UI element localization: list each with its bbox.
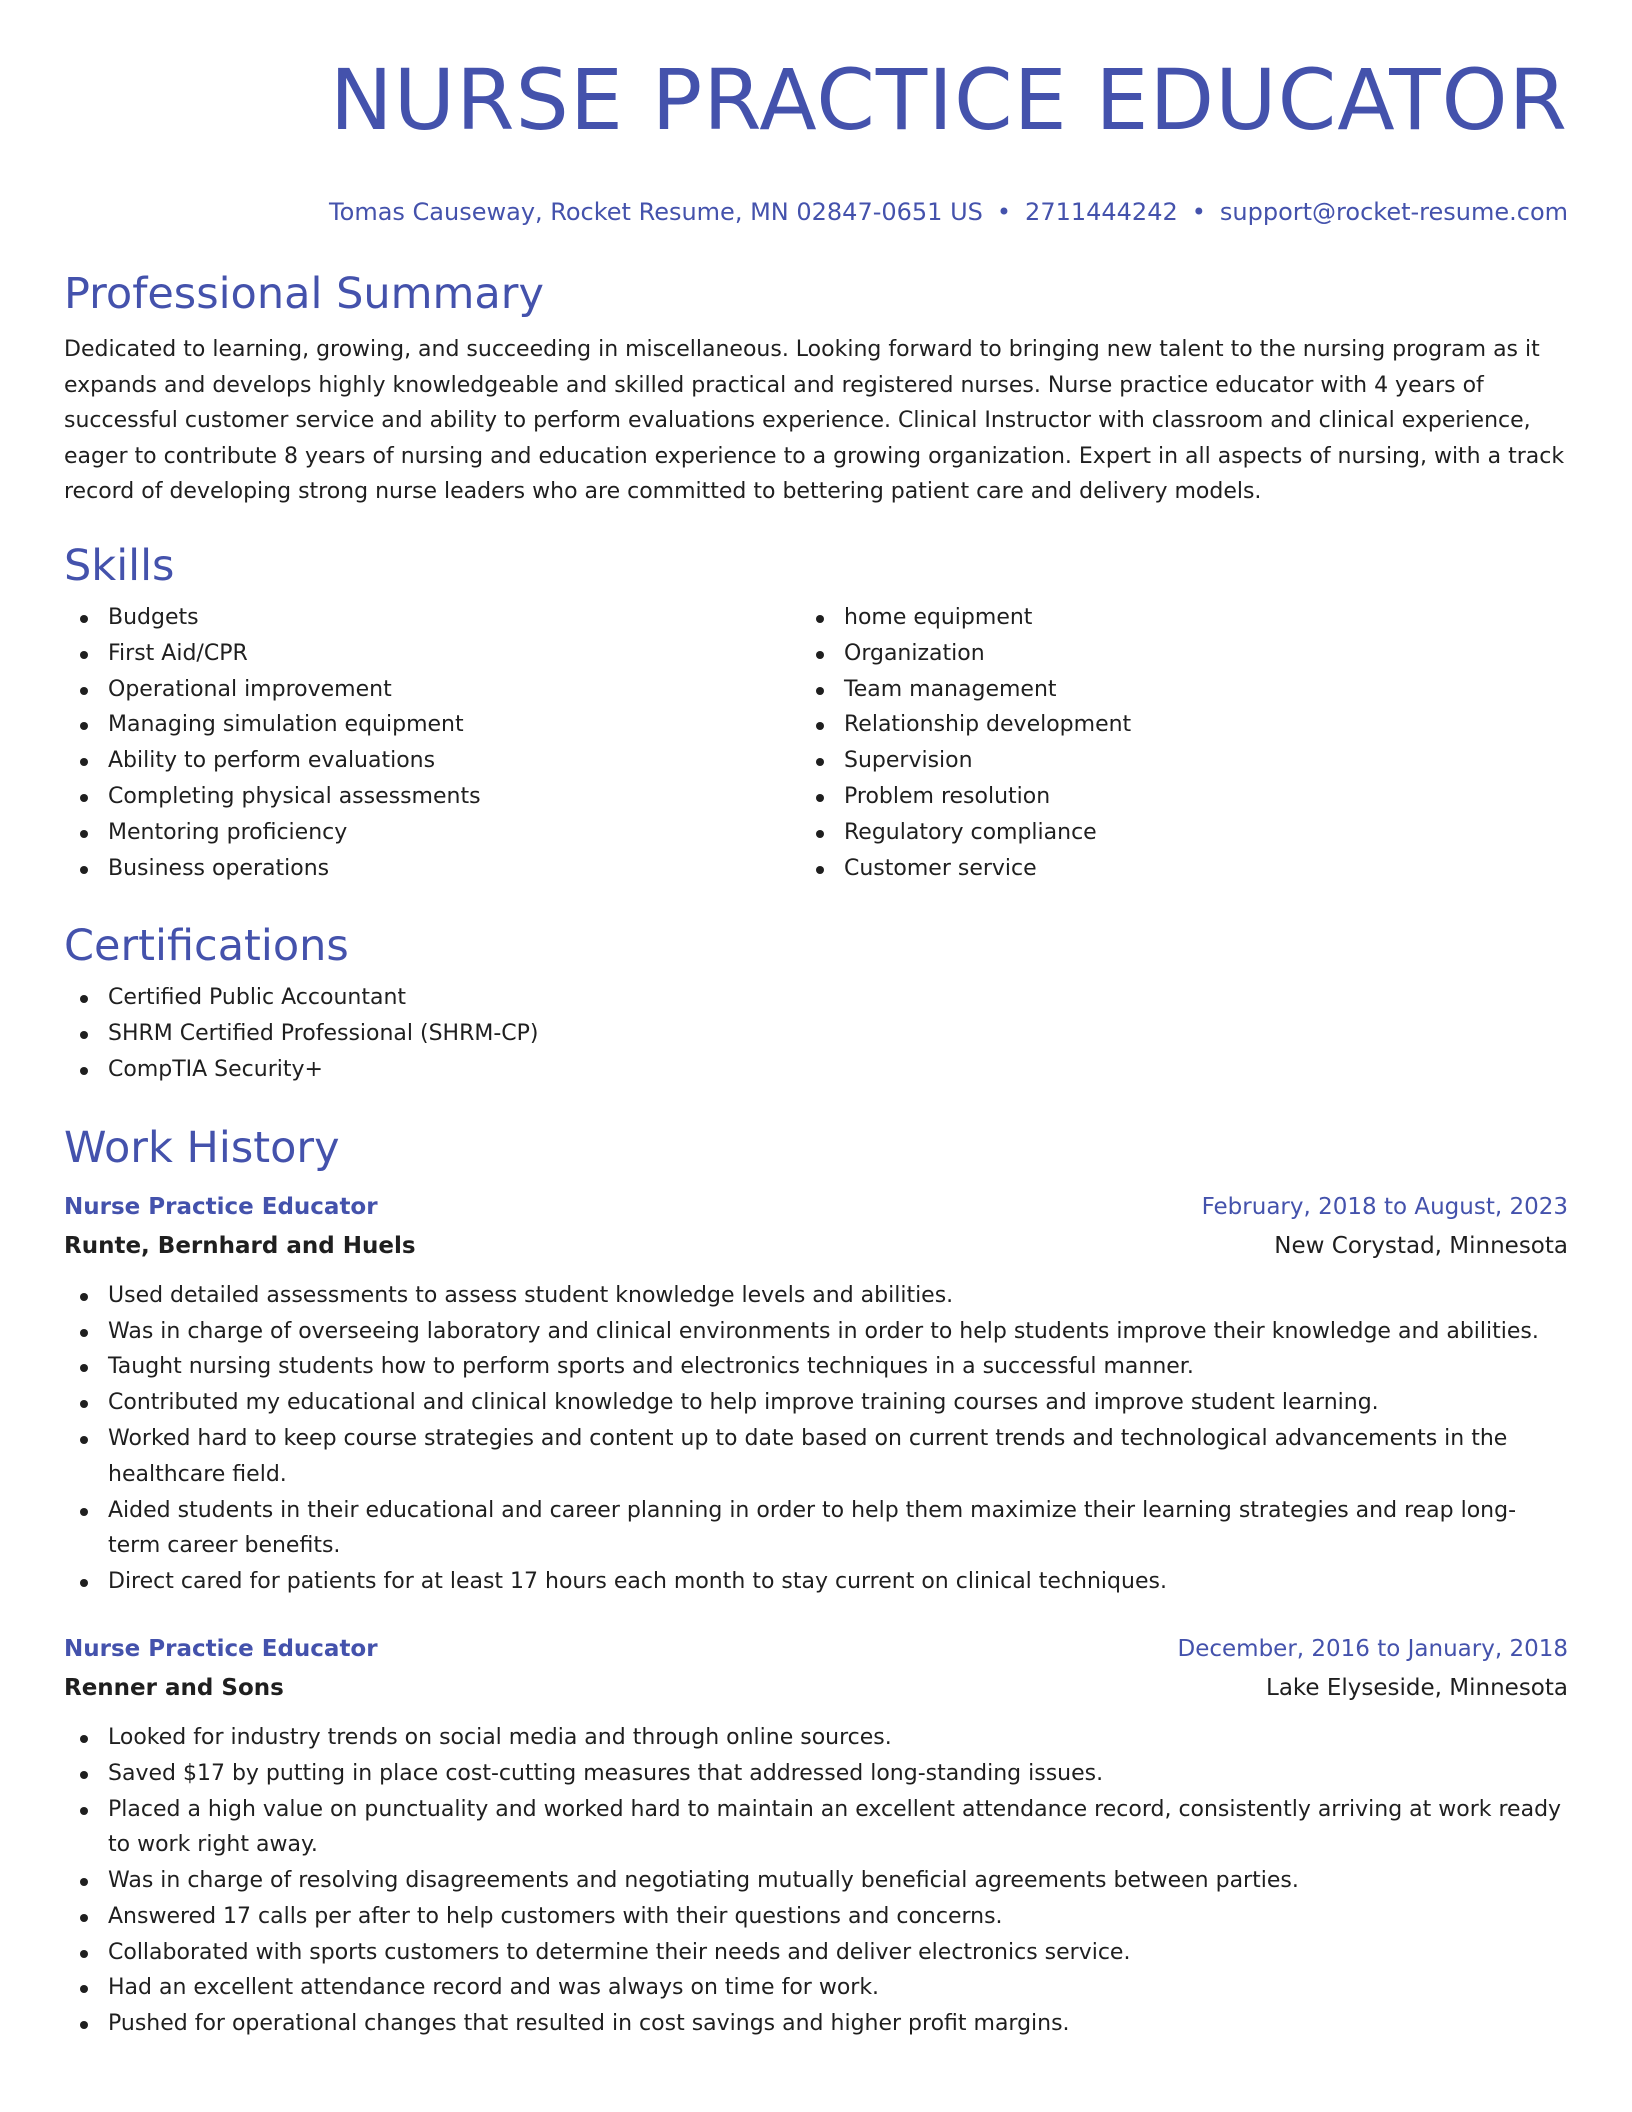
skill-item: Mentoring proficiency — [64, 815, 800, 851]
skill-item: Ability to perform evaluations — [64, 743, 800, 779]
skill-item: Problem resolution — [800, 779, 1536, 815]
skill-item: Organization — [800, 636, 1536, 672]
job-header — [64, 1630, 1568, 1668]
skills-title: Skills — [64, 540, 175, 591]
summary-text: Dedicated to learning, growing, and succeeding in miscellaneous. Looking forward to bringing new talent to the nursing program as it expands and develops highly knowledgeable and skilled practical and registered nurses. Nurse practice educator with 4 years of successful customer service and ability to perform evaluations experience. Clinical Instructor with classroom and clinical experience, eager to contribute 8 years of nursing and education experience to a growing organization. Expert in all aspects of nursing, with a track record of developing strong nurse leaders who are committed to bettering patient care and delivery models. — [64, 337, 1565, 505]
job-duties-list — [64, 1720, 1568, 2042]
job-employer — [64, 1668, 1568, 1708]
skill-item: Business operations — [64, 851, 800, 887]
job-duty-item: Was in charge of overseeing laboratory and clinical environments in order to help students improve their knowledge and abilities. — [64, 1314, 1568, 1350]
skill-item: Managing simulation equipment — [64, 707, 800, 743]
job-duty-item: Contributed my educational and clinical knowledge to help improve training courses and improve student learning. — [64, 1385, 1568, 1421]
job-duty-item: Collaborated with sports customers to determine their needs and deliver electronics service. — [64, 1935, 1568, 1971]
certification-item: Certified Public Accountant — [64, 980, 1568, 1016]
job-duty-item: Had an excellent attendance record and was always on time for work. — [64, 1970, 1568, 2006]
job-duty-item: Placed a high value on punctuality and worked hard to maintain an excellent attendance record, consistently arriving at work ready to work right away. — [64, 1792, 1568, 1864]
contact-phone: 2711444242 — [1025, 198, 1178, 226]
job-location: New Corystad, Minnesota — [1274, 1232, 1568, 1259]
summary-section — [64, 268, 1568, 510]
job-duty-item: Answered 17 calls per after to help customers with their questions and concerns. — [64, 1899, 1568, 1935]
skill-item: Team management — [800, 672, 1536, 708]
job-duty-item: Used detailed assessments to assess student knowledge levels and abilities. — [64, 1278, 1568, 1314]
job-dates: December, 2016 to January, 2018 — [1177, 1635, 1568, 1662]
skills-section — [64, 540, 1568, 886]
certification-item: SHRM Certified Professional (SHRM-CP) — [64, 1016, 1568, 1052]
resume-header — [64, 50, 1568, 228]
job-header — [64, 1188, 1568, 1226]
job-entry — [64, 1188, 1568, 1600]
job-title: Nurse Practice Educator — [64, 1635, 378, 1662]
skills-list-right — [800, 600, 1536, 886]
skill-item: Supervision — [800, 743, 1536, 779]
contact-email: support@rocket-resume.com — [1219, 198, 1568, 226]
job-entry — [64, 1630, 1568, 2042]
job-location: Lake Elyseside, Minnesota — [1266, 1674, 1568, 1701]
certifications-section — [64, 920, 1568, 1087]
job-duties-list — [64, 1278, 1568, 1600]
job-company: Runte, Bernhard and Huels — [64, 1232, 416, 1259]
job-duty-item: Was in charge of resolving disagreements and negotiating mutually beneficial agreements between parties. — [64, 1863, 1568, 1899]
work-history-title: Work History — [64, 1122, 340, 1173]
certification-item: CompTIA Security+ — [64, 1052, 1568, 1088]
job-title: Nurse Practice Educator — [64, 1193, 378, 1220]
skill-item: Operational improvement — [64, 672, 800, 708]
job-duty-item: Looked for industry trends on social media and through online sources. — [64, 1720, 1568, 1756]
job-duty-item: Taught nursing students how to perform sports and electronics techniques in a successful manner. — [64, 1349, 1568, 1385]
contact-separator: • — [1191, 198, 1206, 226]
contact-address: Tomas Causeway, Rocket Resume, MN 02847-0651 US — [329, 198, 983, 226]
job-duty-item: Aided students in their educational and career planning in order to help them maximize their learning strategies and reap long-term career benefits. — [64, 1493, 1568, 1565]
job-duty-item: Pushed for operational changes that resulted in cost savings and higher profit margins. — [64, 2006, 1568, 2042]
job-duty-item: Saved $17 by putting in place cost-cutting measures that addressed long-standing issues. — [64, 1756, 1568, 1792]
contact-line — [64, 196, 1568, 228]
job-company: Renner and Sons — [64, 1674, 284, 1701]
skill-item: Customer service — [800, 851, 1536, 887]
skills-grid — [64, 592, 1568, 886]
work-history-section — [64, 1122, 1568, 2042]
job-duty-item: Worked hard to keep course strategies and content up to date based on current trends and technological advancements in the healthcare field. — [64, 1421, 1568, 1493]
job-employer — [64, 1226, 1568, 1266]
certifications-list — [64, 980, 1568, 1087]
job-duty-item: Direct cared for patients for at least 17 hours each month to stay current on clinical techniques. — [64, 1564, 1568, 1600]
resume-name: NURSE PRACTICE EDUCATOR — [329, 51, 1568, 149]
summary-title: Professional Summary — [64, 269, 544, 319]
certifications-title: Certifications — [64, 921, 349, 972]
skills-list-left — [64, 600, 800, 886]
skill-item: Relationship development — [800, 707, 1536, 743]
skill-item: First Aid/CPR — [64, 636, 800, 672]
skill-item: home equipment — [800, 600, 1536, 636]
contact-separator: • — [996, 198, 1012, 226]
skill-item: Completing physical assessments — [64, 779, 800, 815]
skill-item: Budgets — [64, 600, 800, 636]
job-dates: February, 2018 to August, 2023 — [1201, 1193, 1568, 1220]
skill-item: Regulatory compliance — [800, 815, 1536, 851]
